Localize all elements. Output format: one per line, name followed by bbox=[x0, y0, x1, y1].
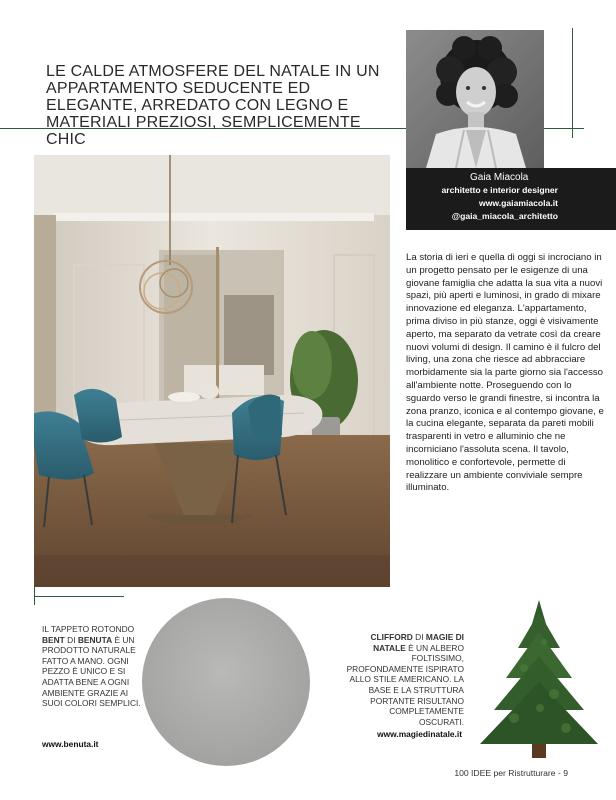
tree-brand-name: MAGIE DI NATALE bbox=[373, 632, 464, 653]
tree-caption-text-2: È UN ALBERO FOLTISSIMO, PROFONDAMENTE ISPIRATO ALLO STILE AMERICANO. LA BASE E LA STRUTTURA PORTANTE RISULTANO COMPLETAMENTE OSCURATI. bbox=[346, 642, 464, 727]
headline: LE CALDE ATMOSFERE DEL NATALE IN UN APPARTAMENTO SEDUCENTE ED ELEGANTE, ARREDATO CON LEGNO E MATERIALI PREZIOSI, SEMPLICEMENTE CHIC bbox=[46, 62, 380, 148]
author-social[interactable]: @gaia_miacola_architetto bbox=[451, 211, 558, 221]
rug-caption bbox=[42, 624, 146, 709]
divider-line-right bbox=[544, 128, 584, 129]
tree-product-name: CLIFFORD bbox=[370, 632, 413, 642]
page-footer: 100 IDEE per Ristrutturare - 9 bbox=[454, 768, 568, 778]
divider-line-vertical bbox=[572, 28, 573, 138]
rug-brand-name: BENUTA bbox=[77, 634, 113, 645]
author-role: architetto e interior designer bbox=[441, 185, 558, 195]
rug-website-link[interactable]: www.benuta.it bbox=[42, 739, 99, 749]
rug-caption-text-1: IL TAPPETO ROTONDO bbox=[42, 624, 135, 634]
author-website[interactable]: www.gaiamiacola.it bbox=[479, 198, 558, 208]
rug-caption-text-2: DI bbox=[64, 634, 78, 645]
author-name: Gaia Miacola bbox=[470, 172, 529, 183]
article-body: La storia di ieri e quella di oggi si incrociano in un progetto pensato per le esigenze di una giovane famiglia che adatta la sua vita a nuovi spazi, più aperti e luminosi, in grado di mixare innovazione ed eleganza. L'appartamento, prima diviso in più stanze, oggi è visivamente aperto, ma separato da vetrate così da creare nuovi volumi di design. Il camino è il fulcro del living, una zona che riesce ad abbracciare morbidamente sia la parte giorno sia l'accesso all'ambiente notte. Proseguendo con lo sguardo verso le grandi finestre, si incontra la zona pranzo, iconica e al contempo giovane, e la cucina elegante, separata da pareti mobili trasparenti in vetro e alluminio che ne incorniciano l'assoluta scena. Il tavolo, monolitico e confortevole, permette di realizzare un ambiente conviviale sempre illuminato. bbox=[406, 252, 604, 494]
rug-product-name: BENT bbox=[42, 634, 65, 645]
round-rug-image bbox=[142, 598, 310, 766]
divider-line-bottom bbox=[34, 596, 124, 597]
tree-caption-text-1: DI bbox=[412, 632, 426, 642]
tree-caption bbox=[342, 632, 464, 727]
dining-room-photo bbox=[34, 155, 390, 587]
christmas-tree-image bbox=[474, 598, 604, 760]
author-portrait bbox=[406, 30, 544, 168]
rug-caption-text-3: È UN PRODOTTO NATURALE FATTO A MANO. OGNI PEZZO È UNICO E SI ADATTA BENE A OGNI AMBIENTE GRAZIE AI SUOI COLORI SEMPLICI. bbox=[42, 634, 141, 709]
tree-website-link[interactable]: www.magiedinatale.it bbox=[377, 729, 462, 739]
